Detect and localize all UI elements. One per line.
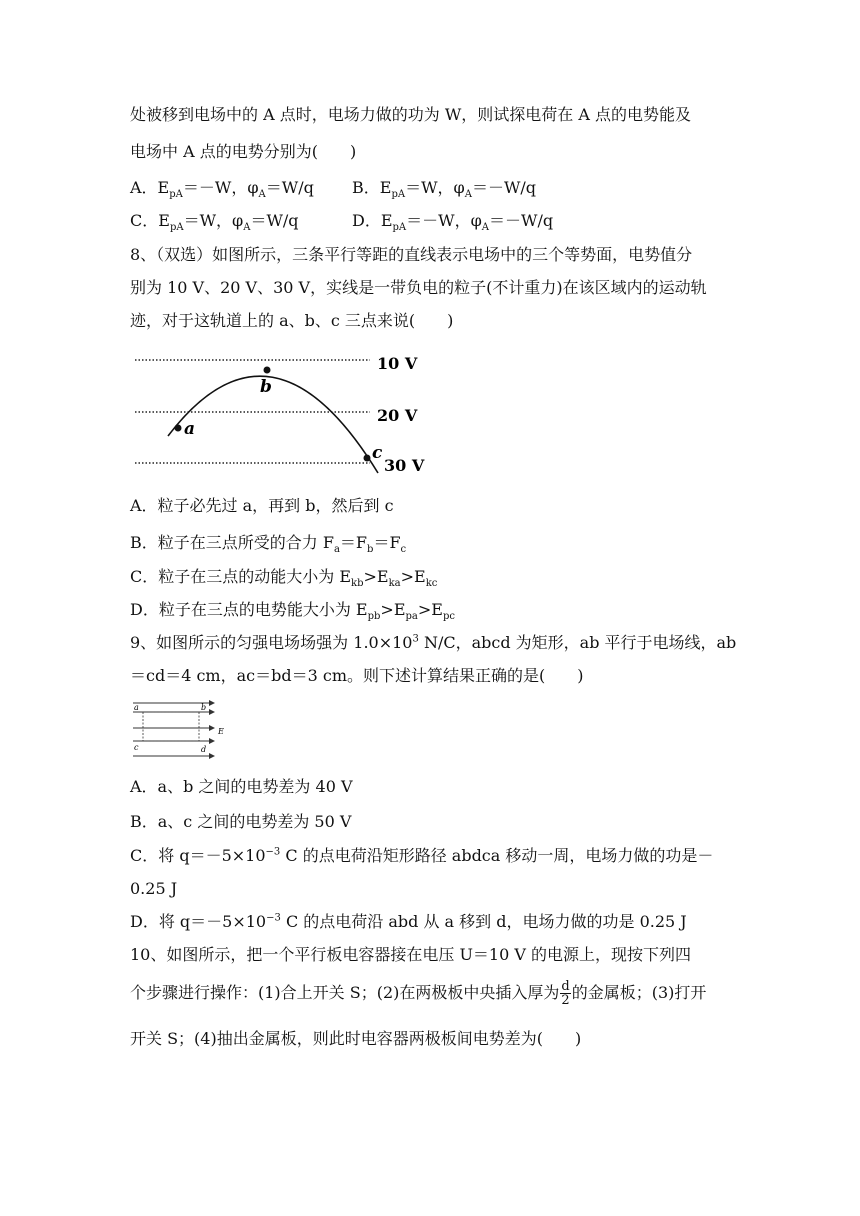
- point-b-label: b: [260, 377, 272, 397]
- q10-stem-line-2: 个步骤进行操作：(1)合上开关 S；(2)在两极板中央插入厚为 $\frac{d}{2}$ 的金属板；(3)打开: [130, 979, 707, 1008]
- q8-option-c: C．粒子在三点的动能大小为 $E_{kb}>E_{ka}>E_{kc}$: [130, 567, 438, 590]
- q8-stem-line-3: 迹，对于这轨道上的 a、b、c 三点来说( ): [130, 311, 454, 330]
- corner-b-label: b: [201, 703, 207, 712]
- point-a-label: a: [184, 419, 196, 439]
- q9-stem-line-1: 9、如图所示的匀强电场场强为 $1.0\times 10^3$ N/C，abcd 为矩形，ab 平行于电场线，ab: [130, 633, 737, 652]
- q9-option-d: D．将 $q=-5\times 10^{-3}$ C 的点电荷沿 abd 从 a 移到 d，电场力做的功是 0.25 J: [130, 912, 687, 931]
- point-a-dot: [175, 425, 182, 432]
- corner-d-label: d: [201, 745, 207, 754]
- q9-option-b: B．a、c 之间的电势差为 50 V: [130, 812, 352, 831]
- potential-label-30v: 30 V: [384, 456, 425, 475]
- q7-option-d: D．$E_{pA}=-W$，$\varphi_A=-W/q$: [352, 211, 554, 234]
- q10-stem-line-3: 开关 S；(4)抽出金属板，则此时电容器两极板间电势差为( ): [130, 1029, 582, 1048]
- corner-c-label: c: [134, 743, 139, 752]
- q10-stem-line-1: 10、如图所示，把一个平行板电容器接在电压 U＝10 V 的电源上，现按下列四: [130, 945, 692, 964]
- q9-option-c: C．将 $q=-5\times 10^{-3}$ C 的点电荷沿矩形路径 abdca 移动一周，电场力做的功是－: [130, 846, 714, 865]
- corner-a-label: a: [134, 703, 139, 712]
- q7-stem-line-1: 处被移到电场中的 A 点时，电场力做的功为 W，则试探电荷在 A 点的电势能及: [130, 105, 691, 124]
- point-c-dot: [364, 455, 371, 462]
- q9-stem-line-2: ＝cd＝4 cm，ac＝bd＝3 cm。则下述计算结果正确的是( ): [130, 666, 584, 685]
- potential-label-10v: 10 V: [377, 354, 418, 373]
- q9-option-c-continued: 0.25 J: [130, 879, 178, 898]
- q8-option-d: D．粒子在三点的电势能大小为 $E_{pb}>E_{pa}>E_{pc}$: [130, 600, 455, 623]
- q8-equipotential-figure: [130, 348, 440, 478]
- q7-stem-line-2: 电场中 A 点的电势分别为( ): [130, 142, 357, 161]
- q8-stem-line-2: 别为 10 V、20 V、30 V，实线是一带负电的粒子(不计重力)在该区域内的运动轨: [130, 278, 707, 297]
- point-c-label: c: [372, 443, 383, 463]
- potential-label-20v: 20 V: [377, 406, 418, 425]
- q7-option-c: C．$E_{pA}=W$，$\varphi_A=W/q$: [130, 211, 299, 234]
- q8-option-b: B．粒子在三点所受的合力 $F_a=F_b=F_c$: [130, 533, 407, 556]
- q9-uniform-field-figure: [130, 700, 230, 764]
- q9-option-a: A．a、b 之间的电势差为 40 V: [130, 777, 353, 796]
- q8-stem-line-1: 8、（双选）如图所示，三条平行等距的直线表示电场中的三个等势面，电势值分: [130, 245, 693, 264]
- q7-option-b: B．$E_{pA}=W$，$\varphi_A=-W/q$: [352, 178, 537, 201]
- point-b-dot: [264, 367, 271, 374]
- fraction-d-over-2: $\frac{d}{2}$: [561, 979, 570, 1008]
- rectangle-abdc: [143, 712, 199, 741]
- q8-option-a: A．粒子必先过 a，再到 b，然后到 c: [130, 496, 394, 515]
- q7-option-a: A．$E_{pA}=-W$，$\varphi_A=W/q$: [130, 178, 314, 201]
- field-e-label: E: [218, 727, 224, 736]
- particle-trajectory: [168, 376, 378, 473]
